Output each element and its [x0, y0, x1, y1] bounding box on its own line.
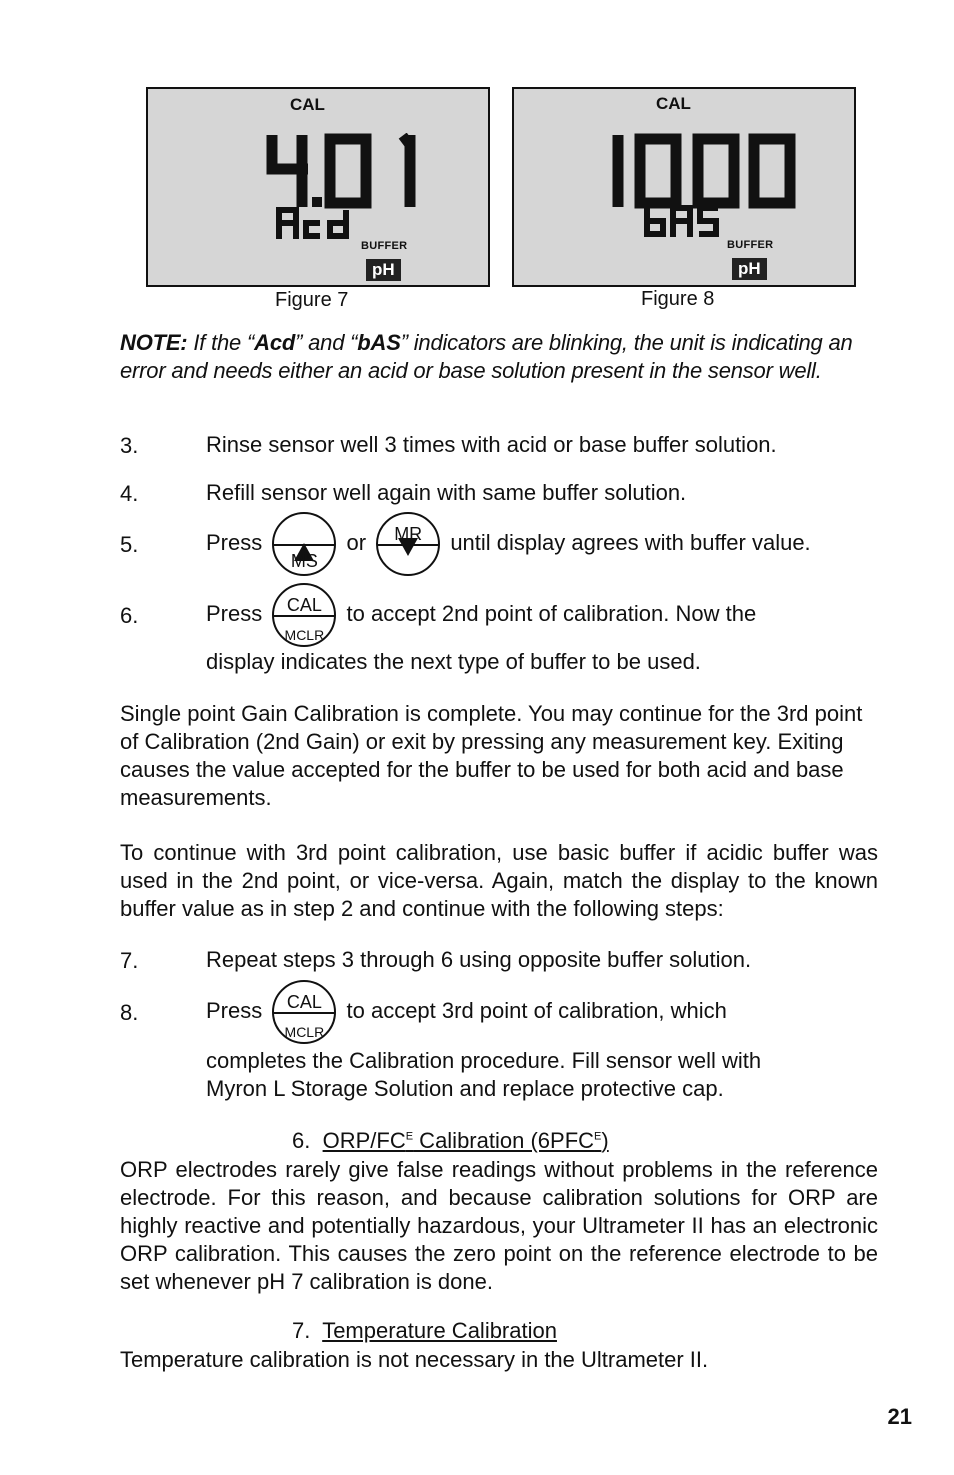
single-point-paragraph: Single point Gain Calibration is complete. You may continue for the 3rd point of Calibration (2nd Gain) or exit by pressing any measurement key. Exiting causes the value accepted for the buffer to be used for both acid and base measurements. [120, 701, 863, 810]
lcd-sub-digits [644, 205, 724, 237]
step-text: Rinse sensor well 3 times with acid or base buffer solution. [206, 432, 777, 457]
lcd-main-digits [608, 133, 798, 209]
cal-key-icon [272, 583, 336, 647]
step-text [206, 512, 811, 576]
ms-key-icon [272, 512, 336, 576]
lcd-figure-8 [512, 87, 856, 287]
title-part: ) [601, 1128, 609, 1153]
title-part: ORP/FC [322, 1128, 406, 1153]
down-arrow-icon [398, 538, 418, 576]
step-continuation: completes the Calibration procedure. Fill sensor well with [206, 1048, 762, 1073]
mr-key-icon [376, 512, 440, 576]
title-sup: E [594, 1130, 602, 1143]
cal-key-label: CAL [286, 595, 322, 615]
note-label: NOTE: [120, 330, 188, 355]
figure-8-caption: Figure 8 [641, 288, 715, 310]
note-text: If the “ [187, 330, 255, 355]
step-text: Repeat steps 3 through 6 using opposite buffer solution. [206, 947, 752, 972]
lcd-ph-badge: pH [732, 258, 767, 280]
mclr-key-label: MCLR [284, 627, 325, 643]
step-press-text: Press [206, 997, 263, 1023]
step-number: 6. [120, 603, 139, 628]
step-rest-text: until display agrees with buffer value. [450, 529, 811, 555]
section-title: Temperature Calibration [322, 1318, 557, 1343]
lcd-ph-badge: pH [366, 259, 401, 281]
section-6-heading [292, 1128, 609, 1154]
step-continuation: display indicates the next type of buffer to be used. [206, 649, 701, 674]
step-press-text: Press [206, 600, 263, 626]
title-part: Calibration (6PFC [413, 1128, 595, 1153]
section-title [323, 1128, 609, 1153]
section-number: 7. [292, 1318, 311, 1343]
lcd-sub-digits [276, 207, 356, 239]
step-rest-text: to accept 3rd point of calibration, which [346, 997, 727, 1023]
title-sup: E [405, 1130, 414, 1143]
cal-key-icon [272, 980, 336, 1044]
step-number: 8. [120, 1000, 139, 1025]
page-number: 21 [887, 1404, 912, 1429]
mr-key-label: MR [394, 524, 423, 544]
step-text: Refill sensor well again with same buffer solution. [206, 480, 687, 505]
step-number: 5. [120, 532, 139, 557]
section-number: 6. [292, 1128, 311, 1153]
note-paragraph [120, 329, 878, 385]
lcd-buffer-label: BUFFER [727, 239, 774, 251]
step-continuation: Myron L Storage Solution and replace protective cap. [206, 1076, 724, 1101]
mclr-key-label: MCLR [284, 1024, 325, 1040]
step-press-text: Press [206, 529, 263, 555]
step-number: 7. [120, 948, 139, 973]
temperature-paragraph: Temperature calibration is not necessary in the Ultrameter II. [120, 1347, 709, 1372]
lcd-figure-7 [146, 87, 490, 287]
lcd-cal-indicator: CAL [656, 94, 691, 113]
note-text: ” indicators are blinking, the unit is indicating an error and needs either an acid or base solution present in the sensor well. [120, 330, 853, 383]
step-number: 3. [120, 433, 139, 458]
section-7-heading [292, 1318, 557, 1344]
note-bas: bAS [357, 330, 401, 355]
note-acd: Acd [254, 330, 296, 355]
ms-key-label: MS [290, 551, 318, 571]
lcd-main-digits [262, 133, 432, 209]
step-number: 4. [120, 481, 139, 506]
lcd-cal-indicator: CAL [290, 95, 325, 114]
orp-paragraph: ORP electrodes rarely give false readings without problems in the reference electrode. For this reason, and because calibration solutions for ORP are highly reactive and potentially hazardous, your Ultrameter II has an electronic ORP calibration. This causes the zero point on the reference electrode to be set whenever pH 7 calibration is done. [120, 1157, 878, 1294]
step-text [206, 980, 727, 1044]
figure-7-caption: Figure 7 [275, 289, 349, 311]
cal-key-label: CAL [286, 992, 322, 1012]
lcd-buffer-label: BUFFER [361, 240, 408, 252]
step-text [206, 583, 756, 647]
continue-paragraph: To continue with 3rd point calibration, use basic buffer if acidic buffer was used in the 2nd point, or vice-versa. Again, match the display to the known buffer value as in step 2 and continue with the following steps: [120, 840, 878, 921]
step-or-text: or [346, 529, 367, 555]
step-rest-text: to accept 2nd point of calibration. Now the [346, 600, 757, 626]
note-text: ” and “ [295, 330, 358, 355]
